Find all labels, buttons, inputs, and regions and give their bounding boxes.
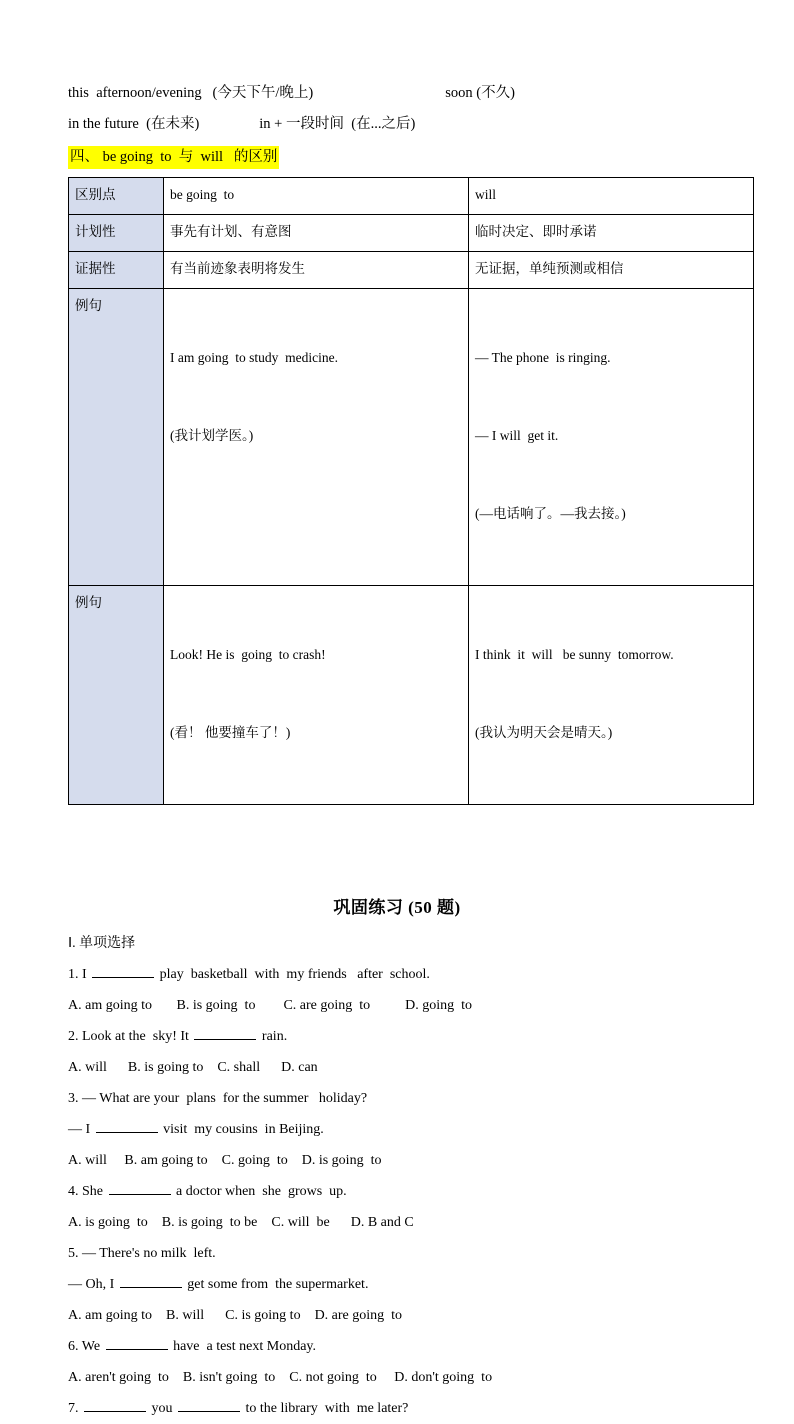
table-row bbox=[69, 289, 754, 586]
row-label: 证据性 bbox=[69, 252, 164, 289]
exercises-title: 巩固练习 (50 题) bbox=[333, 898, 461, 917]
intro-line-2-right: in + 一段时间 (在...之后) bbox=[259, 116, 416, 132]
intro-line-1 bbox=[68, 78, 726, 109]
options-3: A. will B. am going to C. going to D. is going to bbox=[68, 1153, 382, 1168]
intro-line-2 bbox=[68, 109, 726, 140]
cell-line: Look! He is going to crash! bbox=[170, 647, 326, 662]
answer-blank bbox=[92, 964, 154, 978]
cell-line: I am going to study medicine. bbox=[170, 350, 338, 365]
exercises-part-label: Ⅰ. 单项选择 bbox=[68, 936, 136, 951]
answer-blank bbox=[120, 1274, 182, 1288]
question-3-part2 bbox=[68, 1114, 726, 1145]
question-text: you bbox=[148, 1401, 176, 1416]
question-text: play basketball with my friends after school. bbox=[156, 967, 430, 982]
question-5-part2 bbox=[68, 1269, 726, 1300]
row-middle bbox=[164, 178, 469, 215]
table-row bbox=[69, 215, 754, 252]
question-text: — I bbox=[68, 1122, 94, 1137]
question-6 bbox=[68, 1331, 726, 1362]
cell-line: 有当前迹象表明将发生 bbox=[170, 261, 305, 276]
question-1 bbox=[68, 959, 726, 990]
cell-line: I think it will be sunny tomorrow. bbox=[475, 647, 674, 662]
question-text: 4. She bbox=[68, 1184, 107, 1199]
section-heading: 四、 be going to 与 will 的区别 bbox=[68, 146, 279, 169]
table-row bbox=[69, 178, 754, 215]
row-middle bbox=[164, 289, 469, 586]
cell-line: (看！ 他要撞车了！) bbox=[170, 725, 291, 740]
cell-line: (我认为明天会是晴天。) bbox=[475, 725, 613, 740]
question-text: 2. Look at the sky! It bbox=[68, 1029, 193, 1044]
cell-line: (我计划学医。) bbox=[170, 428, 254, 443]
question-text: — Oh, I bbox=[68, 1277, 118, 1292]
cell-line: — I will get it. bbox=[475, 428, 559, 443]
table-row bbox=[69, 252, 754, 289]
row-label: 计划性 bbox=[69, 215, 164, 252]
question-text: 5. — There's no milk left. bbox=[68, 1246, 216, 1261]
question-text: 3. — What are your plans for the summer holiday? bbox=[68, 1091, 368, 1106]
intro-line-1-left: this afternoon/evening (今天下午/晚上) bbox=[68, 85, 314, 101]
options-6: A. aren't going to B. isn't going to C. not going to D. don't going to bbox=[68, 1370, 493, 1385]
question-4 bbox=[68, 1176, 726, 1207]
answer-blank bbox=[106, 1336, 168, 1350]
cell-line: 无证据，单纯预测或相信 bbox=[475, 261, 624, 276]
row-right bbox=[469, 252, 754, 289]
cell-line: 事先有计划、有意图 bbox=[170, 224, 292, 239]
cell-line: be going to bbox=[170, 187, 235, 202]
row-right bbox=[469, 215, 754, 252]
answer-blank bbox=[178, 1398, 240, 1412]
question-text: 1. I bbox=[68, 967, 91, 982]
comparison-table-body bbox=[69, 178, 754, 805]
intro-line-2-left: in the future (在未来) bbox=[68, 116, 200, 132]
cell-line: 临时决定、即时承诺 bbox=[475, 224, 597, 239]
cell-line: will bbox=[475, 187, 497, 202]
row-right bbox=[469, 178, 754, 215]
row-label: 例句 bbox=[69, 586, 164, 805]
question-2 bbox=[68, 1021, 726, 1052]
row-middle bbox=[164, 215, 469, 252]
question-text: get some from the supermarket. bbox=[183, 1277, 369, 1292]
options-1: A. am going to B. is going to C. are going to D. going to bbox=[68, 998, 473, 1013]
cell-line: — The phone is ringing. bbox=[475, 350, 611, 365]
question-text: have a test next Monday. bbox=[169, 1339, 317, 1354]
cell-line: (—电话响了。—我去接。) bbox=[475, 506, 626, 521]
options-2: A. will B. is going to C. shall D. can bbox=[68, 1060, 318, 1075]
question-text: a doctor when she grows up. bbox=[172, 1184, 347, 1199]
options-5: A. am going to B. will C. is going to D. are going to bbox=[68, 1308, 403, 1323]
row-middle bbox=[164, 252, 469, 289]
question-7 bbox=[68, 1393, 726, 1424]
row-label: 区别点 bbox=[69, 178, 164, 215]
question-text: rain. bbox=[258, 1029, 288, 1044]
answer-blank bbox=[84, 1398, 146, 1412]
row-label: 例句 bbox=[69, 289, 164, 586]
question-text: to the library with me later? bbox=[242, 1401, 409, 1416]
answer-blank bbox=[194, 1026, 256, 1040]
options-4: A. is going to B. is going to be C. will be D. B and C bbox=[68, 1215, 414, 1230]
row-right bbox=[469, 586, 754, 805]
question-text: visit my cousins in Beijing. bbox=[159, 1122, 324, 1137]
answer-blank bbox=[109, 1181, 171, 1195]
question-text: 7. bbox=[68, 1401, 82, 1416]
question-3 bbox=[68, 1083, 726, 1114]
table-row bbox=[69, 586, 754, 805]
question-5 bbox=[68, 1238, 726, 1269]
answer-blank bbox=[96, 1119, 158, 1133]
intro-line-1-right: soon (不久) bbox=[445, 85, 515, 101]
row-right bbox=[469, 289, 754, 586]
comparison-table bbox=[68, 177, 754, 805]
row-middle bbox=[164, 586, 469, 805]
question-text: 6. We bbox=[68, 1339, 104, 1354]
